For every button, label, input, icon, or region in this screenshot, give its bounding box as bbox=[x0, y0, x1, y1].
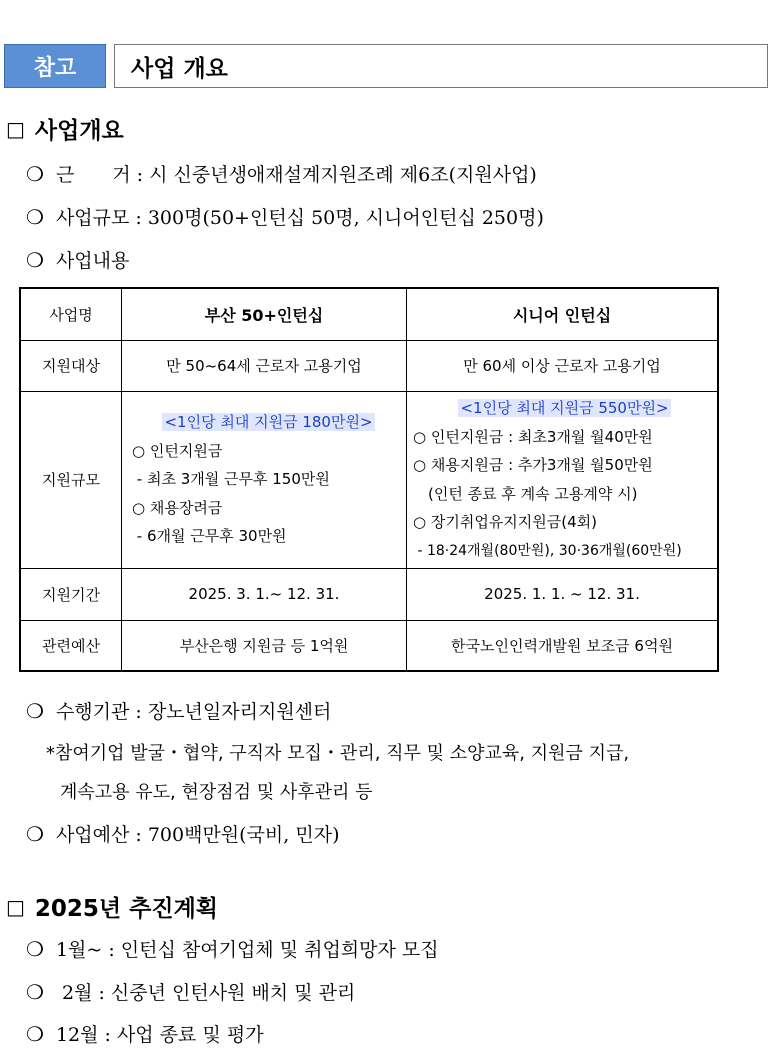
cell-line: ○ 장기취업유지지원금(4회) bbox=[413, 513, 598, 531]
section-title: 2025년 추진계획 bbox=[34, 896, 219, 922]
note-line: 계속고용 유도, 현장점검 및 사후관리 등 bbox=[60, 782, 373, 803]
cell-line: - 6개월 근무후 30만원 bbox=[132, 527, 287, 546]
table-header-cell: 사업명 bbox=[20, 288, 122, 340]
table-header-row bbox=[20, 288, 718, 340]
table-row bbox=[20, 391, 718, 568]
section-plan-heading bbox=[6, 890, 218, 923]
cell-line: ○ 인턴지원금 : 최초3개월 월40만원 bbox=[413, 427, 653, 446]
row-label: 지원규모 bbox=[20, 391, 122, 568]
circle-bullet-icon: ❍ bbox=[26, 936, 44, 961]
circle-bullet-icon: ❍ bbox=[26, 247, 44, 272]
row-label: 관련예산 bbox=[20, 620, 122, 671]
plan-text: 12월 : 사업 종료 및 평가 bbox=[55, 1024, 264, 1046]
table-header-cell: 시니어 인턴십 bbox=[407, 288, 719, 340]
circle-bullet-icon: ❍ bbox=[26, 698, 44, 723]
program-table bbox=[19, 287, 719, 672]
max-support-highlight: <1인당 최대 지원금 180만원> bbox=[164, 413, 373, 432]
section-overview-heading bbox=[6, 112, 124, 145]
circle-bullet-icon: ❍ bbox=[26, 161, 44, 186]
budget-text: 사업예산 : 700백만원(국비, 민자) bbox=[55, 824, 340, 846]
scale-text: 사업규모 : 300명(50+인턴십 50명, 시니어인턴십 250명) bbox=[55, 207, 544, 229]
note-line: *참여기업 발굴・협약, 구직자 모집・관리, 직무 및 소양교육, 지원금 지급, bbox=[46, 743, 630, 764]
budget-item bbox=[26, 820, 339, 847]
circle-bullet-icon: ❍ bbox=[26, 1021, 44, 1046]
table-row bbox=[20, 568, 718, 620]
cell-line: ○ 채용장려금 bbox=[132, 498, 223, 517]
basis-item bbox=[26, 160, 537, 187]
cell-line: - 최초 3개월 근무후 150만원 bbox=[132, 470, 330, 489]
content-text: 사업내용 bbox=[55, 250, 130, 272]
cell-line: - 18·24개월(80만원), 30·36개월(60만원) bbox=[413, 542, 682, 559]
checkbox-square-icon: □ bbox=[6, 116, 25, 141]
table-cell: 2025. 1. 1. ~ 12. 31. bbox=[407, 568, 719, 620]
table-cell: 만 60세 이상 근로자 고용기업 bbox=[407, 340, 719, 391]
agency-item bbox=[26, 697, 331, 724]
table-cell bbox=[122, 391, 407, 568]
basis-text: 근 거 : 시 신중년생애재설계지원조례 제6조(지원사업) bbox=[55, 164, 537, 186]
circle-bullet-icon: ❍ bbox=[26, 979, 44, 1004]
table-cell: 한국노인인력개발원 보조금 6억원 bbox=[407, 620, 719, 671]
table-cell bbox=[407, 391, 719, 568]
circle-bullet-icon: ❍ bbox=[26, 821, 44, 846]
plan-item bbox=[26, 978, 355, 1005]
plan-text: 2월 : 신중년 인턴사원 배치 및 관리 bbox=[55, 982, 356, 1004]
table-row bbox=[20, 620, 718, 671]
cell-line: ○ 인턴지원금 bbox=[132, 441, 223, 460]
max-support-highlight: <1인당 최대 지원금 550만원> bbox=[460, 399, 669, 417]
reference-badge: 참고 bbox=[4, 44, 106, 88]
checkbox-square-icon: □ bbox=[6, 894, 25, 919]
table-row bbox=[20, 340, 718, 391]
content-item bbox=[26, 246, 129, 273]
plan-item bbox=[26, 935, 439, 962]
plan-item bbox=[26, 1020, 264, 1047]
page-title: 사업 개요 bbox=[114, 44, 768, 88]
plan-text: 1월~ : 인턴십 참여기업체 및 취업희망자 모집 bbox=[55, 939, 439, 961]
cell-line: (인턴 종료 후 계속 고용계약 시) bbox=[413, 484, 638, 503]
table-cell: 2025. 3. 1.~ 12. 31. bbox=[122, 568, 407, 620]
row-label: 지원기간 bbox=[20, 568, 122, 620]
cell-line: ○ 채용지원금 : 추가3개월 월50만원 bbox=[413, 456, 653, 474]
circle-bullet-icon: ❍ bbox=[26, 204, 44, 229]
table-cell: 만 50~64세 근로자 고용기업 bbox=[122, 340, 407, 391]
section-title: 사업개요 bbox=[34, 118, 124, 144]
agency-text: 수행기관 : 장노년일자리지원센터 bbox=[55, 701, 332, 723]
row-label: 지원대상 bbox=[20, 340, 122, 391]
table-header-cell: 부산 50+인턴십 bbox=[122, 288, 407, 340]
document-header bbox=[4, 44, 768, 88]
scale-item bbox=[26, 203, 544, 230]
table-cell: 부산은행 지원금 등 1억원 bbox=[122, 620, 407, 671]
